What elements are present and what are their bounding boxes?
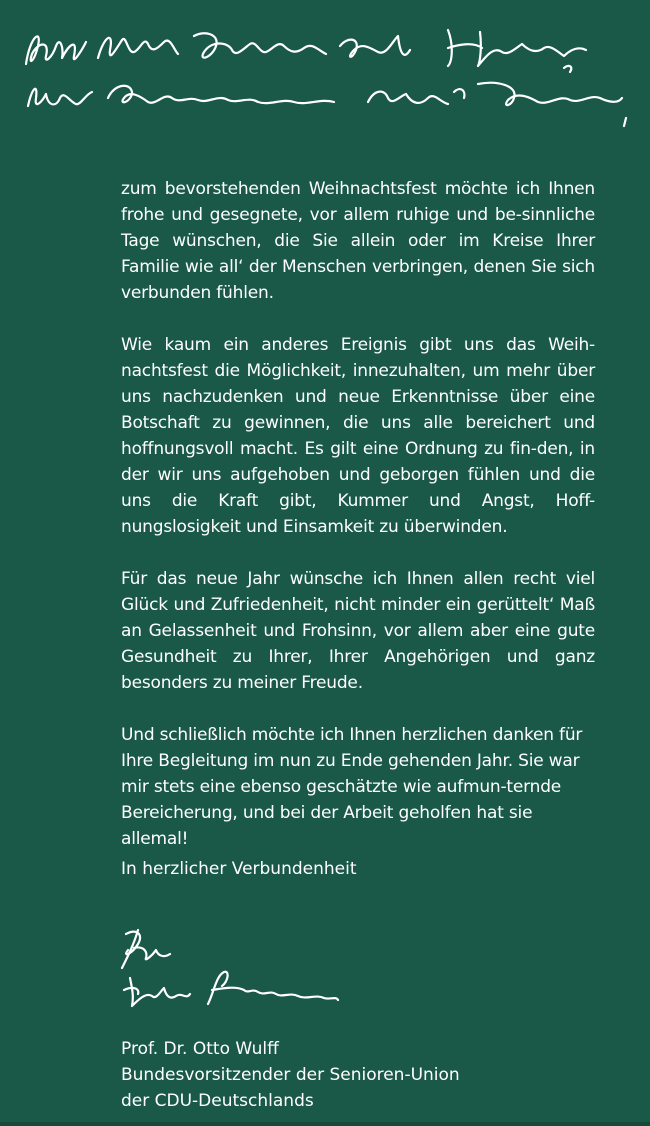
handwritten-signature	[112, 920, 352, 1020]
letter-body	[121, 176, 595, 878]
paragraph-thanks: Und schließlich möchte ich Ihnen herzlichen danken für Ihre Begleitung im nun zu Ende gehenden Jahr. Sie war mir stets eine ebenso geschätzte wie aufmun-ternde Bereicherung, und bei der Arbeit geholfen hat sie allemal!	[121, 725, 583, 849]
paragraph-christmas-wishes: zum bevorstehenden Weihnachtsfest möchte ich Ihnen frohe und gesegnete, vor allem ruhige und be-sinnliche Tage wünschen, die Sie allein oder im Kreise Ihrer Familie wie all‘ der Menschen verbringen, denen Sie sich verbunden fühlen.	[121, 179, 595, 303]
signer-role: Bundesvorsitzender der Senioren-Union	[121, 1065, 460, 1085]
paragraph-christmas-reflection: Wie kaum ein anderes Ereignis gibt uns das Weih-nachtsfest die Möglichkeit, innezuhalten, um mehr über uns nachzudenken und neue Erkenntnisse über eine Botschaft zu gewinnen, die uns alle bereichert und hoffnungsvoll macht. Es gilt eine Ordnung zu fin-den, in der wir uns aufgehoben und geborgen fühlen und die uns die Kraft gibt, Kummer und Angst, Hoff-nungslosigkeit und Einsamkeit zu überwinden.	[121, 335, 595, 537]
handwritten-salutation	[8, 6, 638, 132]
closing-phrase: In herzlicher Verbundenheit	[121, 859, 357, 879]
bottom-edge	[0, 1122, 650, 1126]
paragraph-new-year-wishes: Für das neue Jahr wünsche ich Ihnen allen recht viel Glück und Zufriedenheit, nicht minder ein gerüttelt‘ Maß an Gelassenheit und Frohsinn, vor allem aber eine gute Gesundheit zu Ihrer, Ihrer Angehörigen und ganz besonders zu meiner Freude.	[121, 569, 595, 693]
signer-name: Prof. Dr. Otto Wulff	[121, 1039, 279, 1059]
signer-block	[121, 1036, 460, 1114]
signer-organization: der CDU-Deutschlands	[121, 1091, 314, 1111]
